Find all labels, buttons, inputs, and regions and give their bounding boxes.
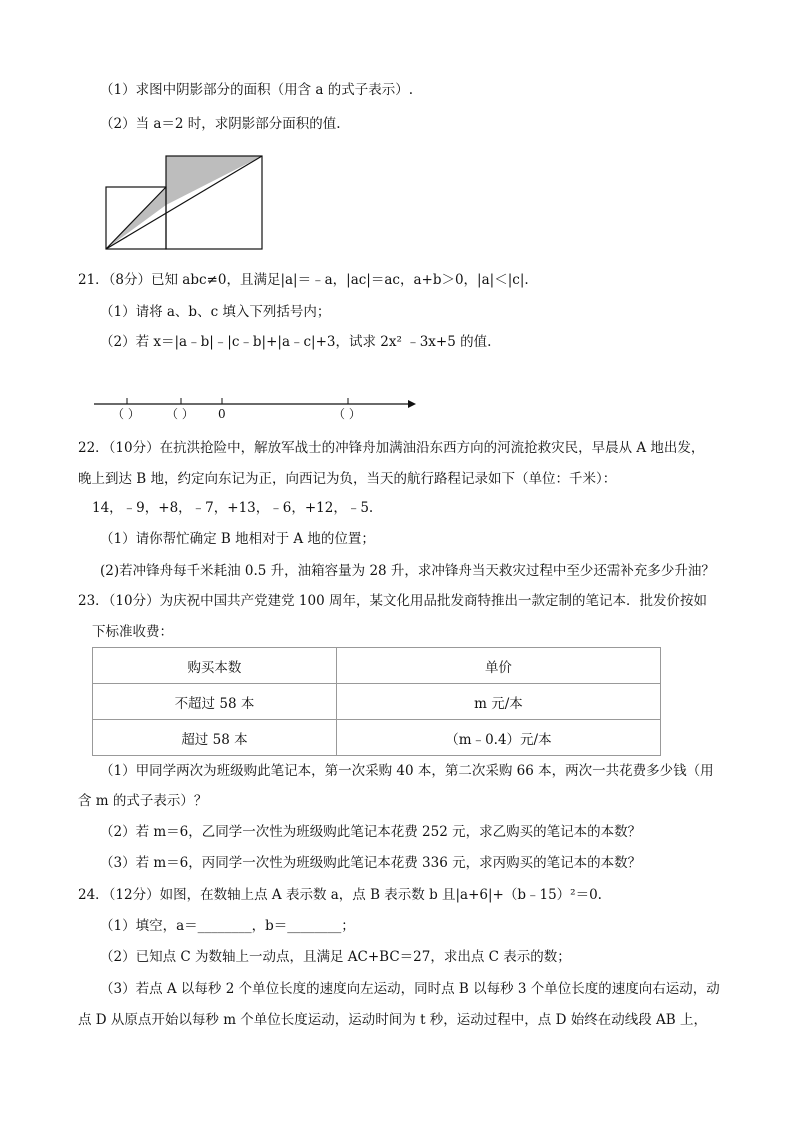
q23-part1-b: 含 m 的式子表示）？ [78, 793, 208, 809]
numberline-label-3: （ ） [333, 407, 361, 421]
q24-part3-a: （3）若点 A 以每秒 2 个单位长度的速度向左运动，同时点 B 以每秒 3 个单位长度的速度向右运动，动 [100, 981, 720, 997]
q21-part1: （1）请将 a、b、c 填入下列括号内； [100, 304, 331, 320]
q21-stem: 21．（8分）已知 abc≠0，且满足|a|＝﹣a，|ac|＝ac，a+b＞0，|a|＜|c|. [78, 272, 529, 288]
q24-stem: 24．（12分）如图，在数轴上点 A 表示数 a，点 B 表示数 b 且|a+6|+（b﹣15）²＝0. [78, 887, 602, 903]
q22-stem-2: 晚上到达 B 地，约定向东记为正，向西记为负，当天的航行路程记录如下（单位：千米）： [78, 471, 617, 487]
table-header: 购买本数 [93, 648, 337, 684]
table-header-row [93, 648, 661, 684]
q23-part3: （3）若 m＝6，丙同学一次性为班级购此笔记本花费 336 元，求丙购买的笔记本的本数？ [100, 855, 642, 871]
q20-part1: （1）求图中阴影部分的面积（用含 a 的式子表示）. [100, 82, 414, 98]
q22-stem-1: 22．（10分）在抗洪抢险中，解放军战士的冲锋舟加满油沿东西方向的河流抢救灾民，早晨从 A 地出发， [78, 440, 705, 456]
table-row [93, 720, 661, 756]
q20-figure [100, 150, 270, 256]
arrow-right-icon [408, 400, 416, 408]
price-table [92, 647, 661, 756]
q23-stem-2: 下标准收费： [92, 624, 173, 640]
numberline-label-1: （ ） [112, 407, 140, 421]
q24-part2: （2）已知点 C 为数轴上一动点，且满足 AC+BC＝27，求出点 C 表示的数； [100, 949, 571, 965]
q23-part2: （2）若 m＝6，乙同学一次性为班级购此笔记本花费 252 元，求乙购买的笔记本的本数？ [100, 824, 642, 840]
q22-records: 14，﹣9，+8，﹣7，+13，﹣6，+12，﹣5. [92, 500, 374, 516]
q24-part3-b: 点 D 从原点开始以每秒 m 个单位长度运动，运动时间为 t 秒，运动过程中，点 D 始终在动线段 AB 上， [78, 1012, 707, 1028]
table-header: 单价 [336, 648, 660, 684]
q20-part2: （2）当 a＝2 时，求阴影部分面积的值. [100, 116, 341, 132]
q23-stem-1: 23．（10分）为庆祝中国共产党建党 100 周年，某文化用品批发商特推出一款定制的笔记本．批发价按如 [78, 593, 707, 609]
number-line [92, 392, 422, 422]
shaded-quad-upper [166, 156, 262, 205]
q24-part1: （1）填空，a＝________，b＝________； [100, 918, 355, 934]
table-cell: 不超过 58 本 [93, 684, 337, 720]
q23-part1-a: （1）甲同学两次为班级购此笔记本，第一次采购 40 本，第二次采购 66 本，两次一共花费多少钱（用 [100, 763, 714, 779]
table-row [93, 684, 661, 720]
numberline-label-zero: 0 [218, 407, 226, 421]
q22-part2: (2)若冲锋舟每千米耗油 0.5 升，油箱容量为 28 升，求冲锋舟当天救灾过程中至少还需补充多少升油？ [100, 563, 715, 579]
table-cell: 超过 58 本 [93, 720, 337, 756]
q22-part1: （1）请你帮忙确定 B 地相对于 A 地的位置； [100, 531, 375, 547]
table-cell: （m﹣0.4）元/本 [336, 720, 660, 756]
numberline-label-2: （ ） [166, 407, 194, 421]
table-cell: m 元/本 [336, 684, 660, 720]
q21-part2: （2）若 x＝|a﹣b|﹣|c﹣b|+|a﹣c|+3，试求 2x² ﹣3x+5 的值. [100, 334, 492, 350]
